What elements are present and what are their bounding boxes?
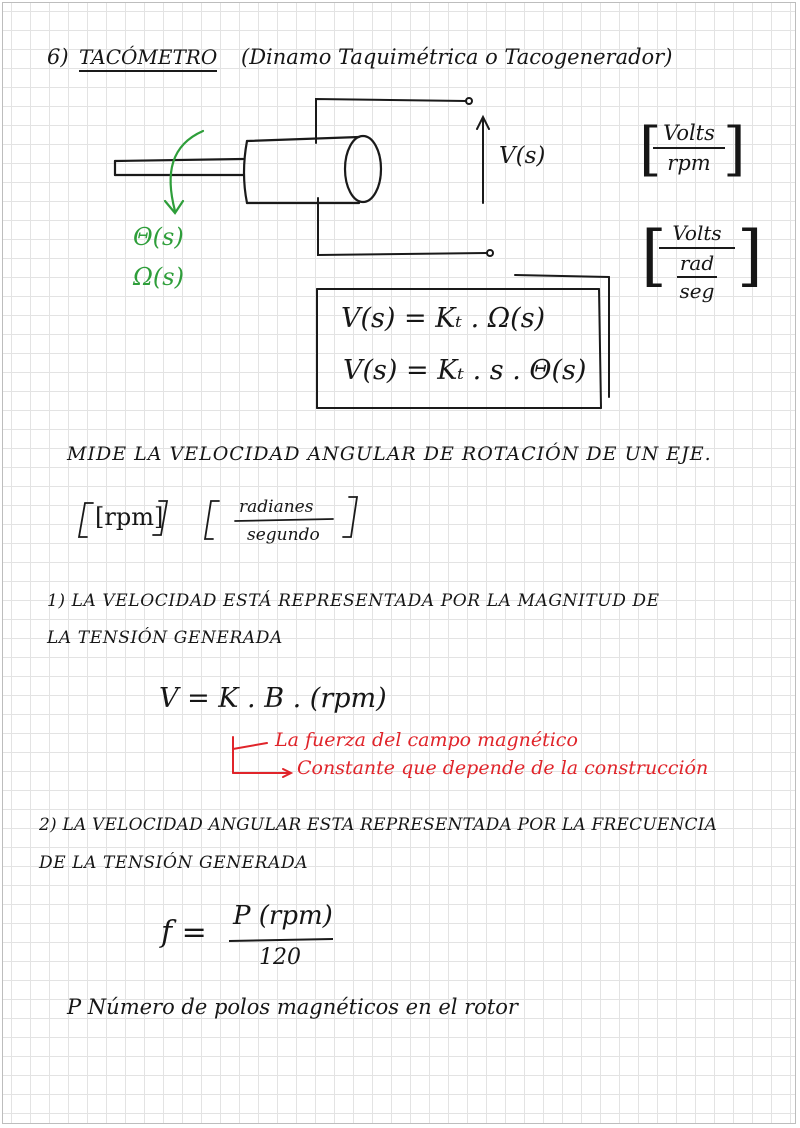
- frequency-fraction-bar: [229, 939, 333, 941]
- unit1-bracket-right: ]: [723, 115, 746, 183]
- unit1-fraction: [653, 121, 725, 175]
- unit2-numerator: Volts: [672, 221, 722, 245]
- equation-box-frame: [317, 275, 609, 408]
- item2-line2: DE LA TENSIÓN GENERADA: [39, 853, 309, 873]
- unit2-bracket-left: [: [641, 217, 667, 294]
- item2-line1: 2) LA VELOCIDAD ANGULAR ESTA REPRESENTADA POR LA FRECUENCIA: [39, 815, 718, 835]
- unit1-denominator: rpm: [667, 151, 711, 175]
- unit2-bracket-right: ]: [737, 217, 763, 294]
- item1-formula: V = K . B . (rpm): [159, 683, 387, 714]
- unit2-denominator-top: rad: [679, 251, 715, 275]
- description-line: MIDE LA VELOCIDAD ANGULAR DE ROTACIÓN DE UN EJE.: [67, 443, 712, 465]
- angle-label: Θ(s): [133, 223, 184, 251]
- angular-speed-label: Ω(s): [133, 263, 184, 291]
- seconds-denominator: segundo: [247, 525, 320, 545]
- unit1-fraction-bar: [653, 147, 725, 149]
- radians-numerator: radianes: [239, 497, 314, 517]
- frequency-denominator: 120: [259, 945, 301, 970]
- generator-body: [244, 136, 381, 203]
- item1-note-field-strength: La fuerza del campo magnético: [275, 729, 578, 751]
- equation-omega: V(s) = Kₜ . Ω(s): [341, 303, 546, 334]
- unit2-denominator-bottom: seg: [679, 279, 715, 303]
- unit2-fraction-bar: [659, 247, 735, 249]
- section-number: 6): [47, 45, 69, 69]
- unit1-numerator: Volts: [663, 121, 715, 145]
- section-title: TACÓMETRO: [79, 45, 217, 72]
- item1-line1: 1) LA VELOCIDAD ESTÁ REPRESENTADA POR LA MAGNITUD DE: [47, 591, 660, 611]
- unit2-fraction: [659, 221, 735, 303]
- frequency-lhs: f =: [161, 915, 207, 950]
- unit2-inner-fraction-bar: [677, 276, 717, 278]
- unit1-bracket-left: [: [639, 115, 662, 183]
- notebook-page: [2, 2, 796, 1124]
- rotation-arrow: [165, 131, 203, 213]
- shaft-drawing: [115, 159, 243, 175]
- voltage-label: V(s): [499, 143, 546, 169]
- rpm-unit: [rpm]: [95, 503, 164, 531]
- output-leads: [316, 98, 493, 256]
- item1-line2: LA TENSIÓN GENERADA: [47, 628, 283, 648]
- frequency-numerator: P (rpm): [233, 901, 333, 931]
- section-subtitle: (Dinamo Taquimétrica o Tacogenerador): [241, 45, 673, 69]
- item1-note-construction-constant: Constante que depende de la construcción: [297, 757, 709, 779]
- poles-note: P Número de polos magnéticos en el rotor: [67, 995, 518, 1019]
- equation-theta: V(s) = Kₜ . s . Θ(s): [343, 355, 587, 386]
